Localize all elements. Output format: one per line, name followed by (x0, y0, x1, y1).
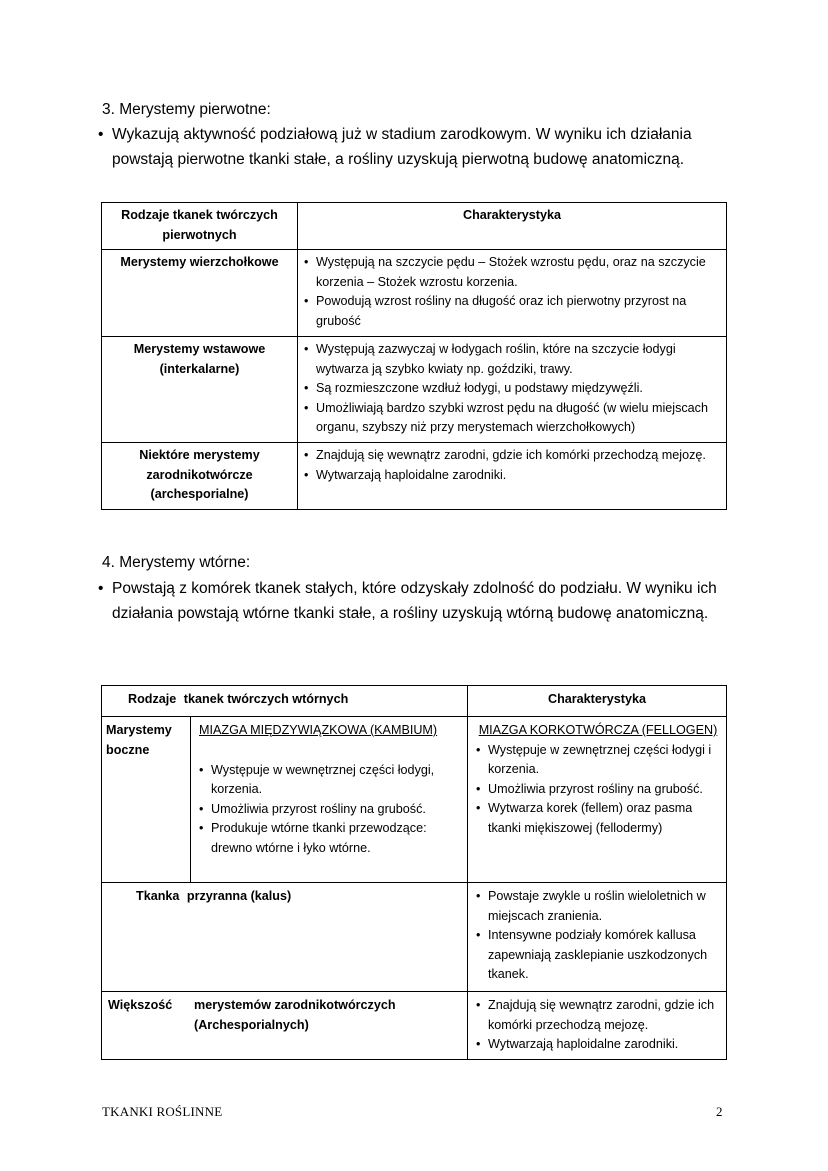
column-header-types: Rodzaje tkanek twórczych wtórnych (102, 686, 468, 717)
list-item: • Wytwarza korek (fellem) oraz pasma tkanki miękiszowej (fellodermy) (476, 799, 720, 838)
kambium-cell (191, 717, 468, 883)
section-4-paragraph: • Powstają z komórek tkanek stałych, które odzyskały zdolność do podziału. W wyniku ich działania powstają wtórne tkanki stałe, a rośliny uzyskują wtórną budowę anatomiczną. (102, 576, 722, 626)
secondary-meristems-table (101, 685, 727, 1060)
list-item: • Występują na szczycie pędu – Stożek wzrostu pędu, oraz na szczycie korzenia – Stożek wzrostu korzenia. (304, 253, 720, 292)
table-header-row (102, 686, 727, 717)
row-characteristics (298, 250, 727, 337)
row-label: Merystemy wstawowe (interkalarne) (102, 337, 298, 443)
list-item: • Produkuje wtórne tkanki przewodzące: drewno wtórne i łyko wtórne. (199, 819, 461, 858)
column-header-characteristics: Charakterystyka (468, 686, 727, 717)
row-label: Merystemy wierzchołkowe (102, 250, 298, 337)
list-item: • Znajdują się wewnątrz zarodni, gdzie ich komórki przechodzą mejozę. (304, 446, 720, 466)
list-item: • Intensywne podziały komórek kallusa zapewniają zasklepianie uszkodzonych tkanek. (476, 926, 720, 985)
table-row (102, 992, 727, 1060)
row-label: Marystemy boczne (102, 717, 191, 883)
list-item: • Znajdują się wewnątrz zarodni, gdzie ich komórki przechodzą mejozę. (476, 996, 720, 1035)
list-item: • Są rozmieszczone wzdłuż łodygi, u podstawy międzywęźli. (304, 379, 720, 399)
row-characteristics (468, 992, 727, 1060)
list-item: • Występuje w wewnętrznej części łodygi, korzenia. (199, 761, 461, 800)
list-item: • Występuje w zewnętrznej części łodygi i korzenia. (476, 741, 720, 780)
row-characteristics (468, 883, 727, 992)
row-characteristics (298, 443, 727, 510)
fellogen-cell (468, 717, 727, 883)
footer-title: TKANKI ROŚLINNE (102, 1104, 223, 1119)
table-row (102, 883, 727, 992)
table-row (102, 443, 727, 510)
kambium-title: MIAZGA MIĘDZYWIĄZKOWA (KAMBIUM) (199, 723, 438, 737)
table-header-row (102, 203, 727, 250)
table-row (102, 717, 727, 883)
bullet-icon: • (98, 126, 104, 143)
fellogen-title: MIAZGA KORKOTWÓRCZA (FELLOGEN) (478, 723, 718, 737)
list-item: • Występują zazwyczaj w łodygach roślin, które na szczycie łodygi wytwarza ją szybko kwiaty np. goździki, trawy. (304, 340, 720, 379)
row-characteristics (298, 337, 727, 443)
column-header-types: Rodzaje tkanek twórczych pierwotnych (102, 203, 298, 250)
section-3-paragraph: • Wykazują aktywność podziałową już w stadium zarodkowym. W wyniku ich działania powstają pierwotne tkanki stałe, a rośliny uzyskują pierwotną budowę anatomiczną. (102, 122, 722, 172)
list-item: • Wytwarzają haploidalne zarodniki. (476, 1035, 720, 1055)
list-item: • Umożliwia przyrost rośliny na grubość. (476, 780, 720, 800)
page-number: 2 (716, 1104, 723, 1119)
primary-meristems-table (101, 202, 727, 510)
row-label: Tkanka przyranna (kalus) (102, 883, 468, 992)
table-row (102, 250, 727, 337)
list-item: • Umożliwiają bardzo szybki wzrost pędu na długość (w wielu miejscach organu, szybszy niż przy merystemach wierzchołkowych) (304, 399, 720, 438)
list-item: • Powstaje zwykle u roślin wieloletnich w miejscach zranienia. (476, 887, 720, 926)
list-item: • Wytwarzają haploidalne zarodniki. (304, 466, 720, 486)
section-3-heading: 3. Merystemy pierwotne: (102, 101, 271, 118)
table-row (102, 337, 727, 443)
row-label: Większość merystemów zarodnikotwórczych (Archesporialnych) (102, 992, 468, 1060)
list-item: • Umożliwia przyrost rośliny na grubość. (199, 800, 461, 820)
section-4-heading: 4. Merystemy wtórne: (102, 554, 251, 571)
column-header-characteristics: Charakterystyka (298, 203, 727, 250)
list-item: • Powodują wzrost rośliny na długość oraz ich pierwotny przyrost na grubość (304, 292, 720, 331)
bullet-icon: • (98, 580, 104, 597)
row-label: Niektóre merystemy zarodnikotwórcze (archesporialne) (102, 443, 298, 510)
